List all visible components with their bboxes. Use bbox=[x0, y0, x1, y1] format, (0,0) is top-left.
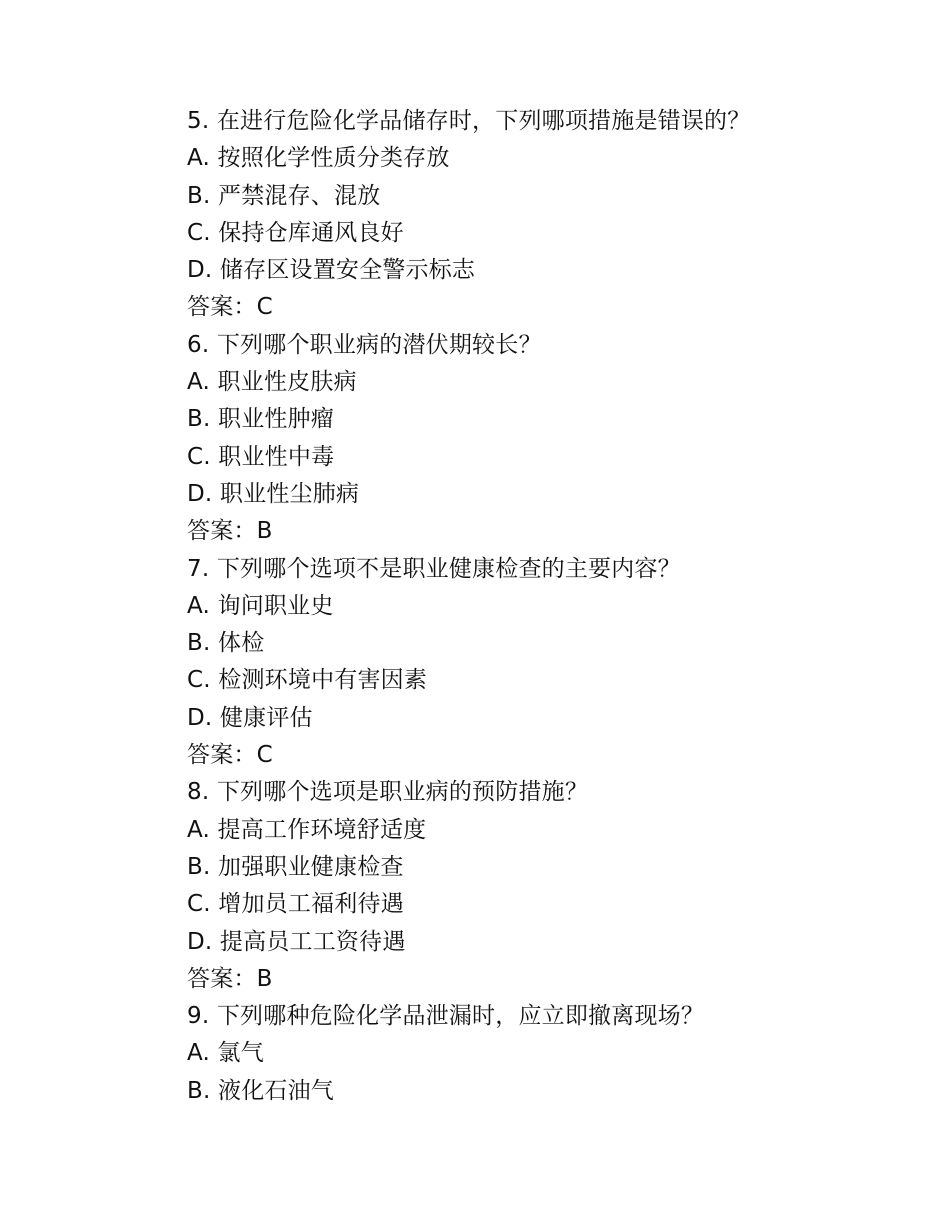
answer-text: 答案：B bbox=[187, 965, 273, 992]
option-d: D. 提高员工工资待遇 bbox=[187, 928, 406, 955]
option-a: A. 提高工作环境舒适度 bbox=[187, 816, 427, 843]
option-d: D. 职业性尘肺病 bbox=[187, 480, 360, 507]
question-text: 8. 下列哪个选项是职业病的预防措施？ bbox=[187, 779, 589, 806]
option-c: C. 职业性中毒 bbox=[187, 443, 335, 470]
question-text: 6. 下列哪个职业病的潜伏期较长？ bbox=[187, 331, 542, 358]
answer-text: 答案：C bbox=[187, 294, 273, 321]
option-d: D. 储存区设置安全警示标志 bbox=[187, 257, 476, 284]
question-text: 9. 下列哪种危险化学品泄漏时，应立即撤离现场？ bbox=[187, 1003, 705, 1030]
option-b: B. 液化石油气 bbox=[187, 1077, 335, 1104]
answer-text: 答案：B bbox=[187, 518, 273, 545]
option-c: C. 保持仓库通风良好 bbox=[187, 219, 404, 246]
question-text: 7. 下列哪个选项不是职业健康检查的主要内容？ bbox=[187, 555, 681, 582]
option-b: B. 严禁混存、混放 bbox=[187, 182, 381, 209]
option-c: C. 增加员工福利待遇 bbox=[187, 891, 404, 918]
option-d: D. 健康评估 bbox=[187, 704, 313, 731]
question-text: 5. 在进行危险化学品储存时，下列哪项措施是错误的？ bbox=[187, 108, 751, 134]
option-b: B. 职业性肿瘤 bbox=[187, 406, 335, 433]
option-a: A. 询问职业史 bbox=[187, 592, 334, 619]
answer-text: 答案：C bbox=[187, 742, 273, 769]
question-list bbox=[187, 103, 887, 1110]
option-a: A. 氯气 bbox=[187, 1040, 264, 1067]
option-b: B. 加强职业健康检查 bbox=[187, 853, 404, 880]
option-b: B. 体检 bbox=[187, 630, 265, 657]
option-a: A. 职业性皮肤病 bbox=[187, 369, 357, 396]
option-c: C. 检测环境中有害因素 bbox=[187, 667, 428, 694]
option-a: A. 按照化学性质分类存放 bbox=[187, 145, 450, 172]
